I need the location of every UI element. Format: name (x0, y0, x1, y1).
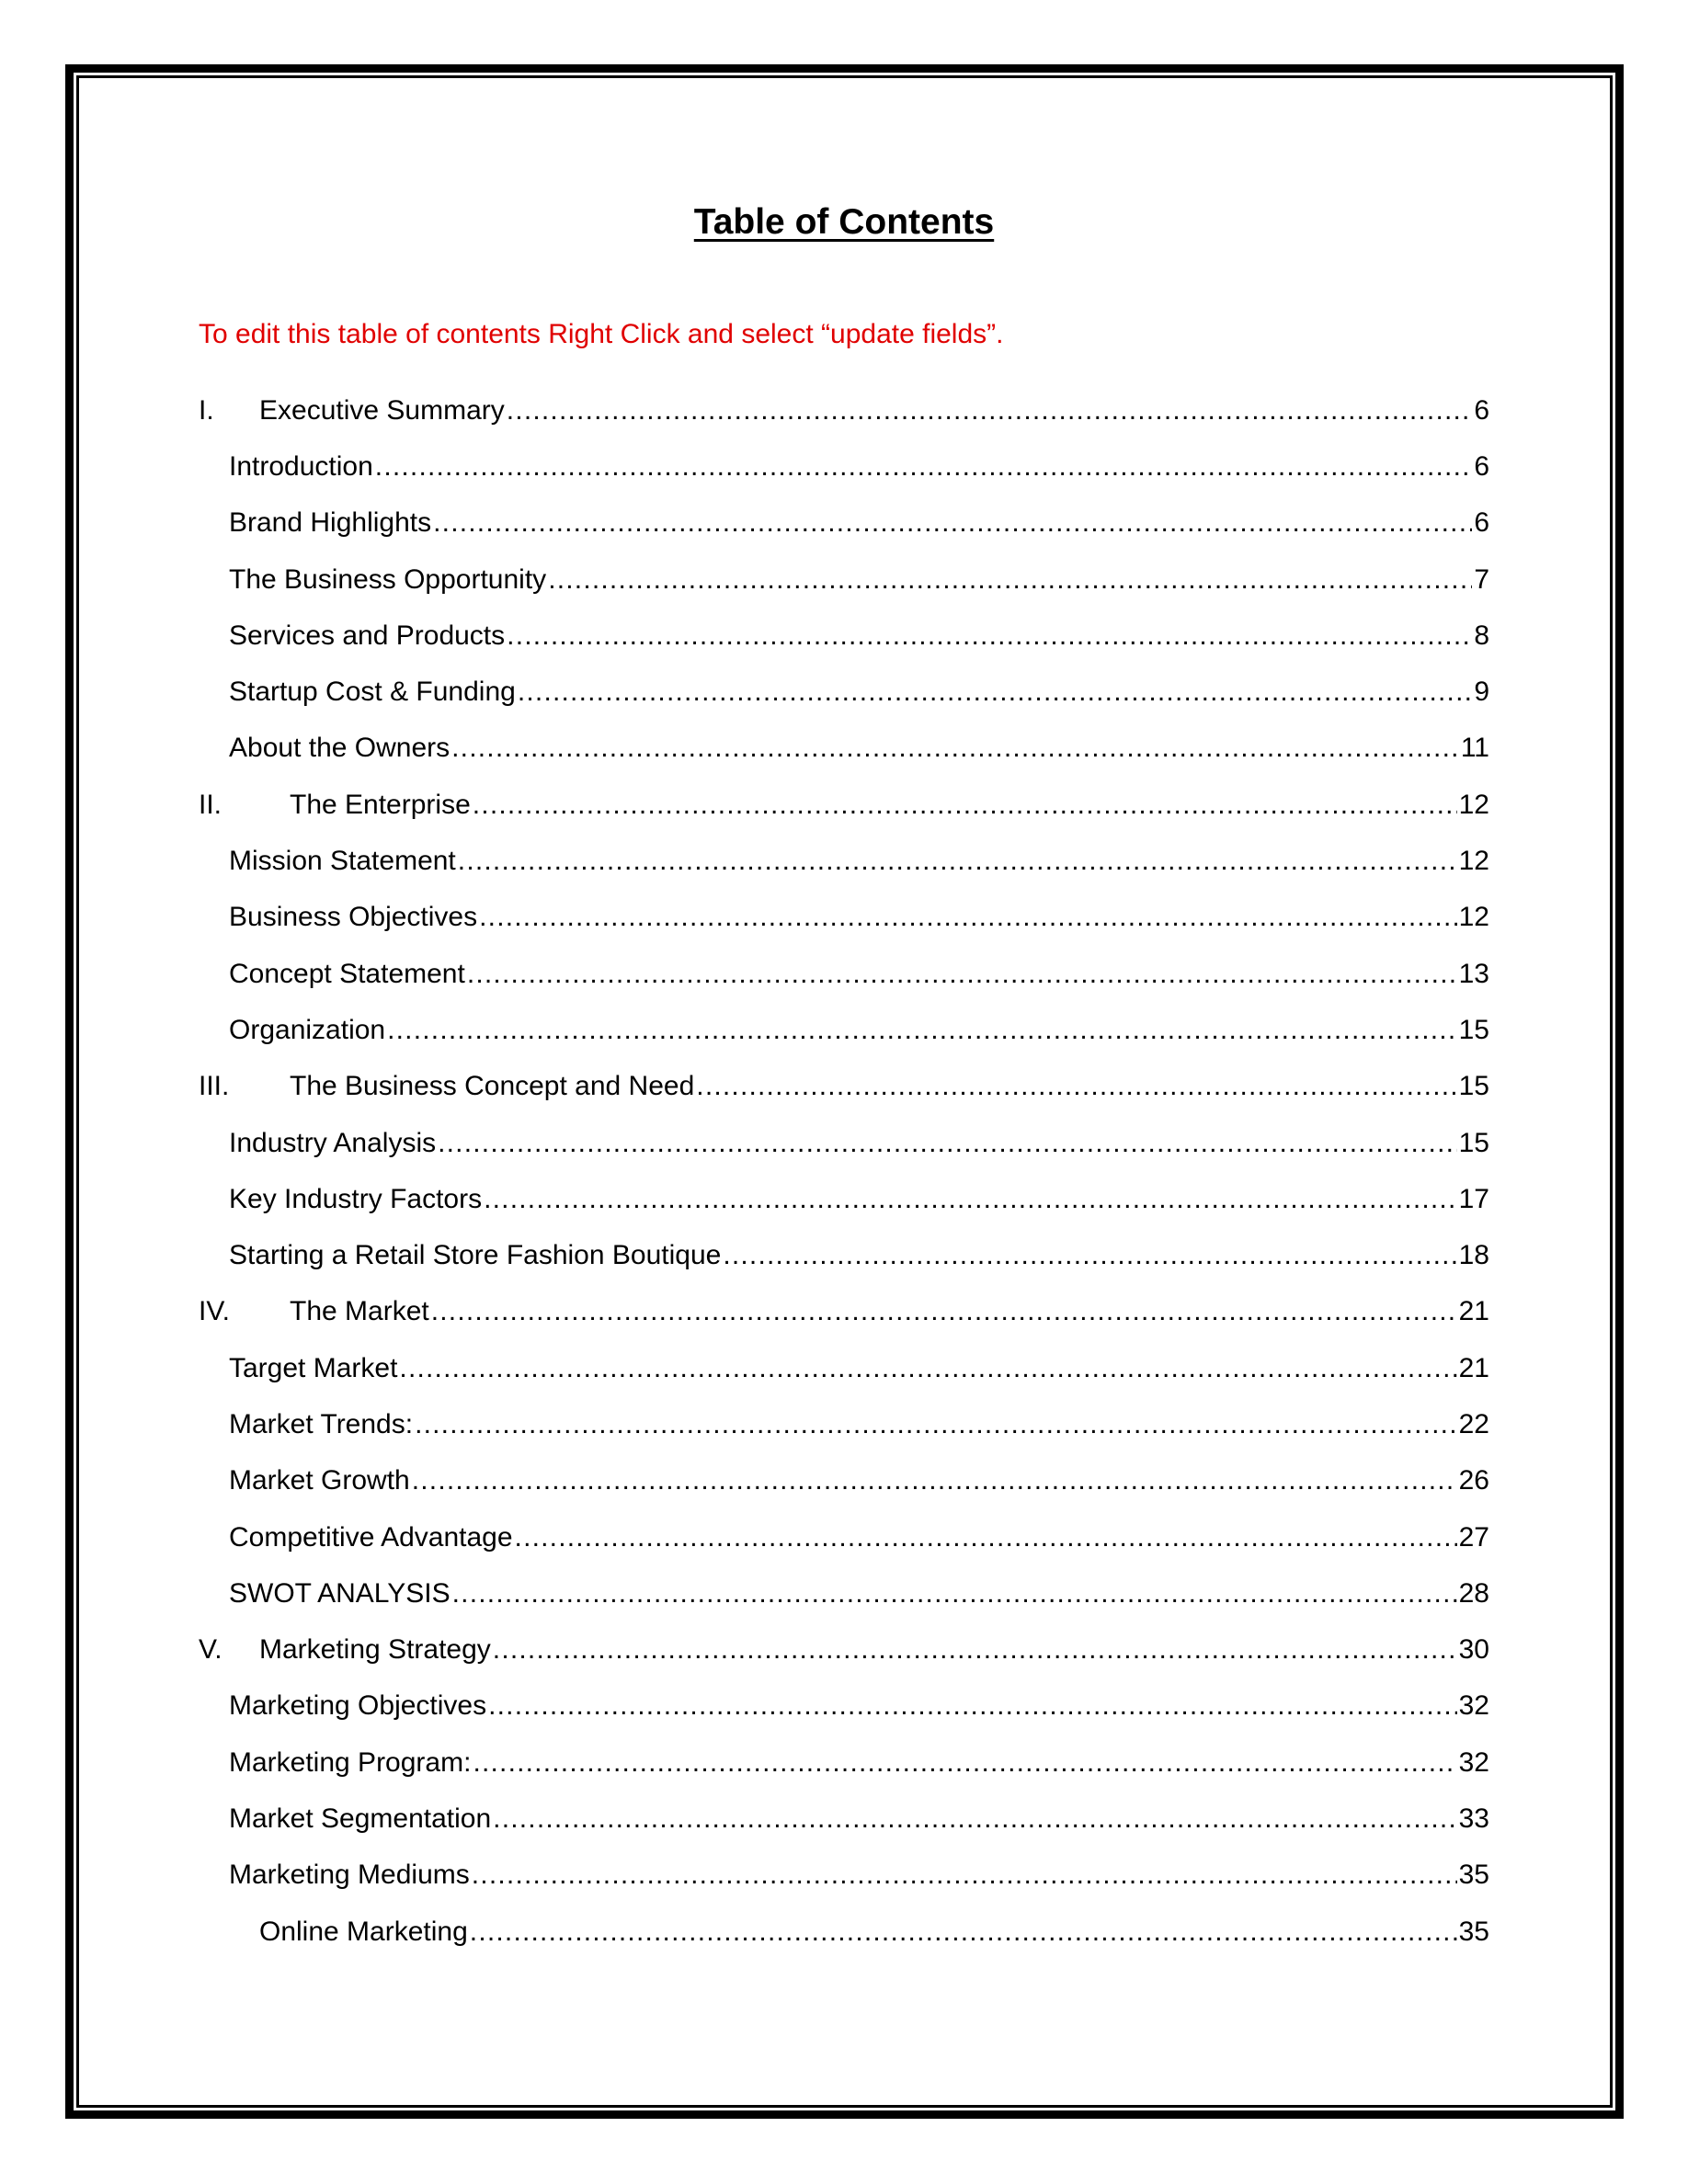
toc-entry[interactable] (199, 777, 1489, 833)
toc-instruction-note: To edit this table of contents Right Click and select “update fields”. (199, 319, 1004, 349)
toc-entry[interactable] (199, 1791, 1489, 1847)
toc-dot-leader (696, 1068, 1456, 1105)
toc-dot-leader (507, 618, 1472, 654)
toc-dot-leader (399, 1350, 1456, 1387)
toc-entry-label: Startup Cost & Funding (229, 677, 516, 708)
toc-entry[interactable] (199, 1002, 1489, 1058)
toc-entry-label: The Enterprise (290, 789, 471, 820)
toc-dot-leader (473, 1745, 1456, 1781)
toc-entry-label: Services and Products (229, 620, 506, 651)
toc-entry[interactable] (199, 1565, 1489, 1621)
toc-dot-leader (473, 787, 1457, 824)
toc-entry[interactable] (199, 1509, 1489, 1565)
toc-entry-page-number: 35 (1458, 1916, 1489, 1947)
toc-dot-leader (723, 1237, 1456, 1274)
toc-dot-leader (412, 1462, 1457, 1499)
toc-dot-leader (518, 674, 1472, 711)
toc-dot-leader (493, 1632, 1457, 1668)
toc-entry-label: Marketing Objectives (229, 1690, 487, 1722)
page-title: Table of Contents (693, 202, 995, 242)
toc-entry[interactable] (199, 1622, 1489, 1678)
toc-entry-label: Marketing Program: (229, 1746, 472, 1778)
table-of-contents (199, 382, 1489, 1960)
toc-entry-label: Market Trends: (229, 1408, 414, 1439)
toc-entry[interactable] (199, 608, 1489, 664)
toc-entry-label: Business Objectives (229, 902, 478, 933)
toc-entry-page-number: 17 (1458, 1183, 1489, 1214)
toc-entry-label: Executive Summary (259, 394, 505, 426)
toc-entry-page-number: 28 (1458, 1577, 1489, 1609)
toc-entry-page-number: 12 (1458, 902, 1489, 933)
toc-dot-leader (515, 1519, 1457, 1556)
toc-entry-label: Marketing Mediums (229, 1860, 470, 1891)
toc-dot-leader (387, 1012, 1457, 1049)
toc-dot-leader (415, 1406, 1457, 1443)
toc-entry-number: II. (199, 789, 222, 820)
toc-entry[interactable] (199, 946, 1489, 1002)
toc-entry-page-number: 26 (1458, 1465, 1489, 1496)
toc-entry-page-number: 21 (1458, 1296, 1489, 1327)
toc-entry-label: Brand Highlights (229, 507, 432, 539)
toc-dot-leader (470, 1914, 1457, 1951)
toc-entry[interactable] (199, 438, 1489, 495)
toc-entry-label: Competitive Advantage (229, 1521, 513, 1553)
toc-dot-leader (488, 1688, 1457, 1724)
toc-entry-label: Market Segmentation (229, 1803, 492, 1835)
toc-entry-label: The Market (290, 1296, 429, 1327)
toc-entry-label: The Business Concept and Need (290, 1071, 695, 1102)
toc-entry[interactable] (199, 1340, 1489, 1396)
toc-entry-page-number: 18 (1458, 1240, 1489, 1271)
toc-entry[interactable] (199, 1284, 1489, 1340)
toc-entry-label: SWOT ANALYSIS (229, 1577, 451, 1609)
toc-entry-label: Starting a Retail Store Fashion Boutique (229, 1240, 722, 1271)
toc-entry-page-number: 21 (1458, 1352, 1489, 1383)
toc-entry[interactable] (199, 1678, 1489, 1735)
toc-entry-label: Marketing Strategy (259, 1634, 491, 1666)
toc-entry[interactable] (199, 1059, 1489, 1115)
toc-entry-page-number: 12 (1458, 846, 1489, 877)
toc-entry[interactable] (199, 1735, 1489, 1791)
toc-entry-label: Organization (229, 1014, 386, 1045)
toc-entry-page-number: 15 (1458, 1127, 1489, 1158)
toc-dot-leader (433, 505, 1472, 541)
toc-entry[interactable] (199, 664, 1489, 720)
toc-entry-page-number: 12 (1458, 789, 1489, 820)
toc-entry-page-number: 30 (1458, 1634, 1489, 1666)
toc-dot-leader (451, 730, 1459, 767)
toc-entry-page-number: 6 (1474, 394, 1489, 426)
toc-entry[interactable] (199, 890, 1489, 946)
toc-dot-leader (452, 1575, 1457, 1612)
toc-entry-page-number: 35 (1458, 1860, 1489, 1891)
toc-entry-page-number: 11 (1460, 733, 1489, 764)
toc-entry-label: Target Market (229, 1352, 398, 1383)
toc-entry[interactable] (199, 1848, 1489, 1904)
toc-entry-label: Industry Analysis (229, 1127, 437, 1158)
toc-dot-leader (431, 1293, 1457, 1330)
toc-entry-page-number: 13 (1458, 958, 1489, 989)
toc-entry[interactable] (199, 1396, 1489, 1452)
toc-entry-label: Online Marketing (259, 1916, 468, 1947)
toc-dot-leader (375, 449, 1473, 485)
toc-entry-page-number: 33 (1458, 1803, 1489, 1835)
toc-entry-page-number: 7 (1474, 563, 1489, 595)
toc-dot-leader (438, 1125, 1457, 1162)
toc-entry[interactable] (199, 495, 1489, 552)
toc-entry-label: Introduction (229, 450, 373, 482)
toc-entry[interactable] (199, 1904, 1489, 1960)
toc-entry-page-number: 27 (1458, 1521, 1489, 1553)
toc-dot-leader (507, 392, 1473, 429)
toc-entry-page-number: 22 (1458, 1408, 1489, 1439)
toc-entry[interactable] (199, 552, 1489, 608)
toc-dot-leader (467, 956, 1457, 993)
toc-entry-label: Concept Statement (229, 958, 465, 989)
toc-entry[interactable] (199, 1453, 1489, 1509)
toc-entry-label: Market Growth (229, 1465, 410, 1496)
toc-dot-leader (472, 1857, 1457, 1894)
toc-entry-number: III. (199, 1071, 230, 1102)
toc-entry-page-number: 8 (1474, 620, 1489, 651)
toc-entry-number: I. (199, 394, 214, 426)
toc-entry-page-number: 9 (1474, 677, 1489, 708)
toc-entry-label: Key Industry Factors (229, 1183, 483, 1214)
toc-entry[interactable] (199, 833, 1489, 889)
toc-dot-leader (479, 899, 1457, 936)
toc-entry-number: IV. (199, 1296, 230, 1327)
toc-dot-leader (493, 1801, 1456, 1837)
toc-entry[interactable] (199, 1115, 1489, 1171)
toc-entry-page-number: 15 (1458, 1014, 1489, 1045)
toc-entry-label: Mission Statement (229, 846, 456, 877)
toc-entry-label: The Business Opportunity (229, 563, 547, 595)
toc-entry[interactable] (199, 1227, 1489, 1283)
toc-entry-page-number: 32 (1458, 1746, 1489, 1778)
toc-entry-page-number: 32 (1458, 1690, 1489, 1722)
toc-entry-number: V. (199, 1634, 222, 1666)
toc-dot-leader (484, 1181, 1457, 1218)
toc-entry-label: About the Owners (229, 733, 451, 764)
toc-entry[interactable] (199, 382, 1489, 438)
toc-dot-leader (458, 843, 1457, 880)
toc-entry-page-number: 6 (1474, 450, 1489, 482)
toc-entry[interactable] (199, 1171, 1489, 1227)
toc-entry[interactable] (199, 721, 1489, 777)
toc-dot-leader (548, 562, 1472, 598)
toc-entry-page-number: 15 (1458, 1071, 1489, 1102)
toc-entry-page-number: 6 (1474, 507, 1489, 539)
